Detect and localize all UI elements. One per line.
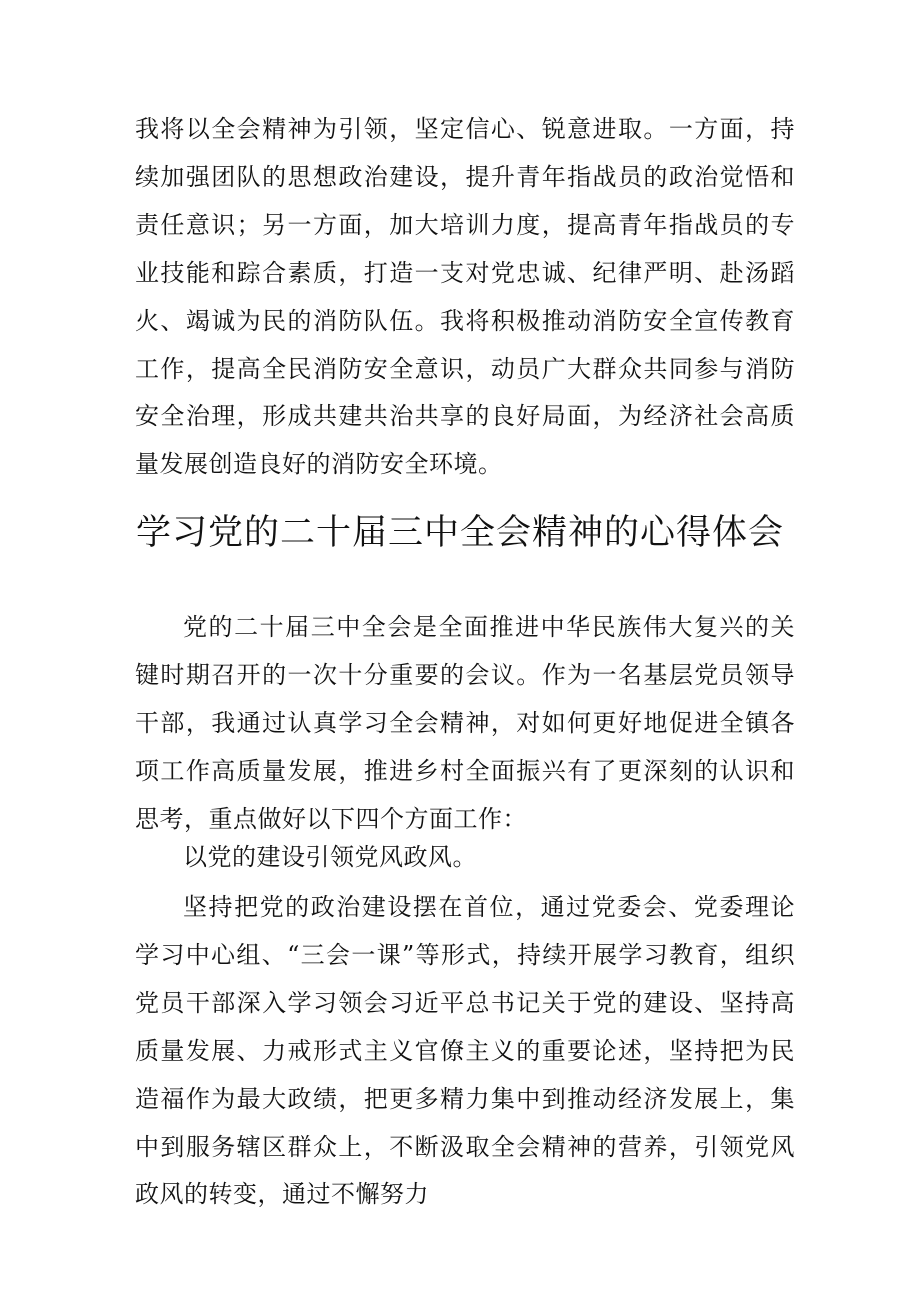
section-heading: 以党的建设引领党风政风。 — [183, 843, 477, 871]
document-title: 学习党的二十届三中全会精神的心得体会 — [135, 513, 784, 553]
body-paragraph-2: 坚持把党的政治建设摆在首位，通过党委会、党委理论学习中心组、“三会一课”等形式，持续开展学习教育，组织党员干部深入学习领会习近平总书记关于党的建设、坚持高质量发展、力戒形式主义官僚主义的重要论述，坚持把为民造福作为最大政绩，把更多精力集中到推动经济发展上，集中到服务辖区群众上，不断汲取全会精神的营养，引领党风政风的转变，通过不懈努力 — [135, 893, 795, 1209]
intro-paragraph: 我将以全会精神为引领，坚定信心、锐意进取。一方面，持续加强团队的思想政治建设，提升青年指战员的政治觉悟和责任意识；另一方面，加大培训力度，提高青年指战员的专业技能和踪合素质，打造一支对党忠诚、纪律严明、赴汤蹈火、竭诚为民的消防队伍。我将积极推动消防安全宣传教育工作，提高全民消防安全意识，动员广大群众共同参与消防安全治理，形成共建共治共享的良好局面，为经济社会高质量发展创造良好的消防安全环境。 — [135, 115, 795, 479]
body-paragraph-1: 党的二十届三中全会是全面推进中华民族伟大复兴的关键时期召开的一次十分重要的会议。作为一名基层党员领导干部，我通过认真学习全会精神，对如何更好地促进全镇各项工作高质量发展，推进乡村全面振兴有了更深刻的认识和思考，重点做好以下四个方面工作： — [135, 613, 795, 833]
